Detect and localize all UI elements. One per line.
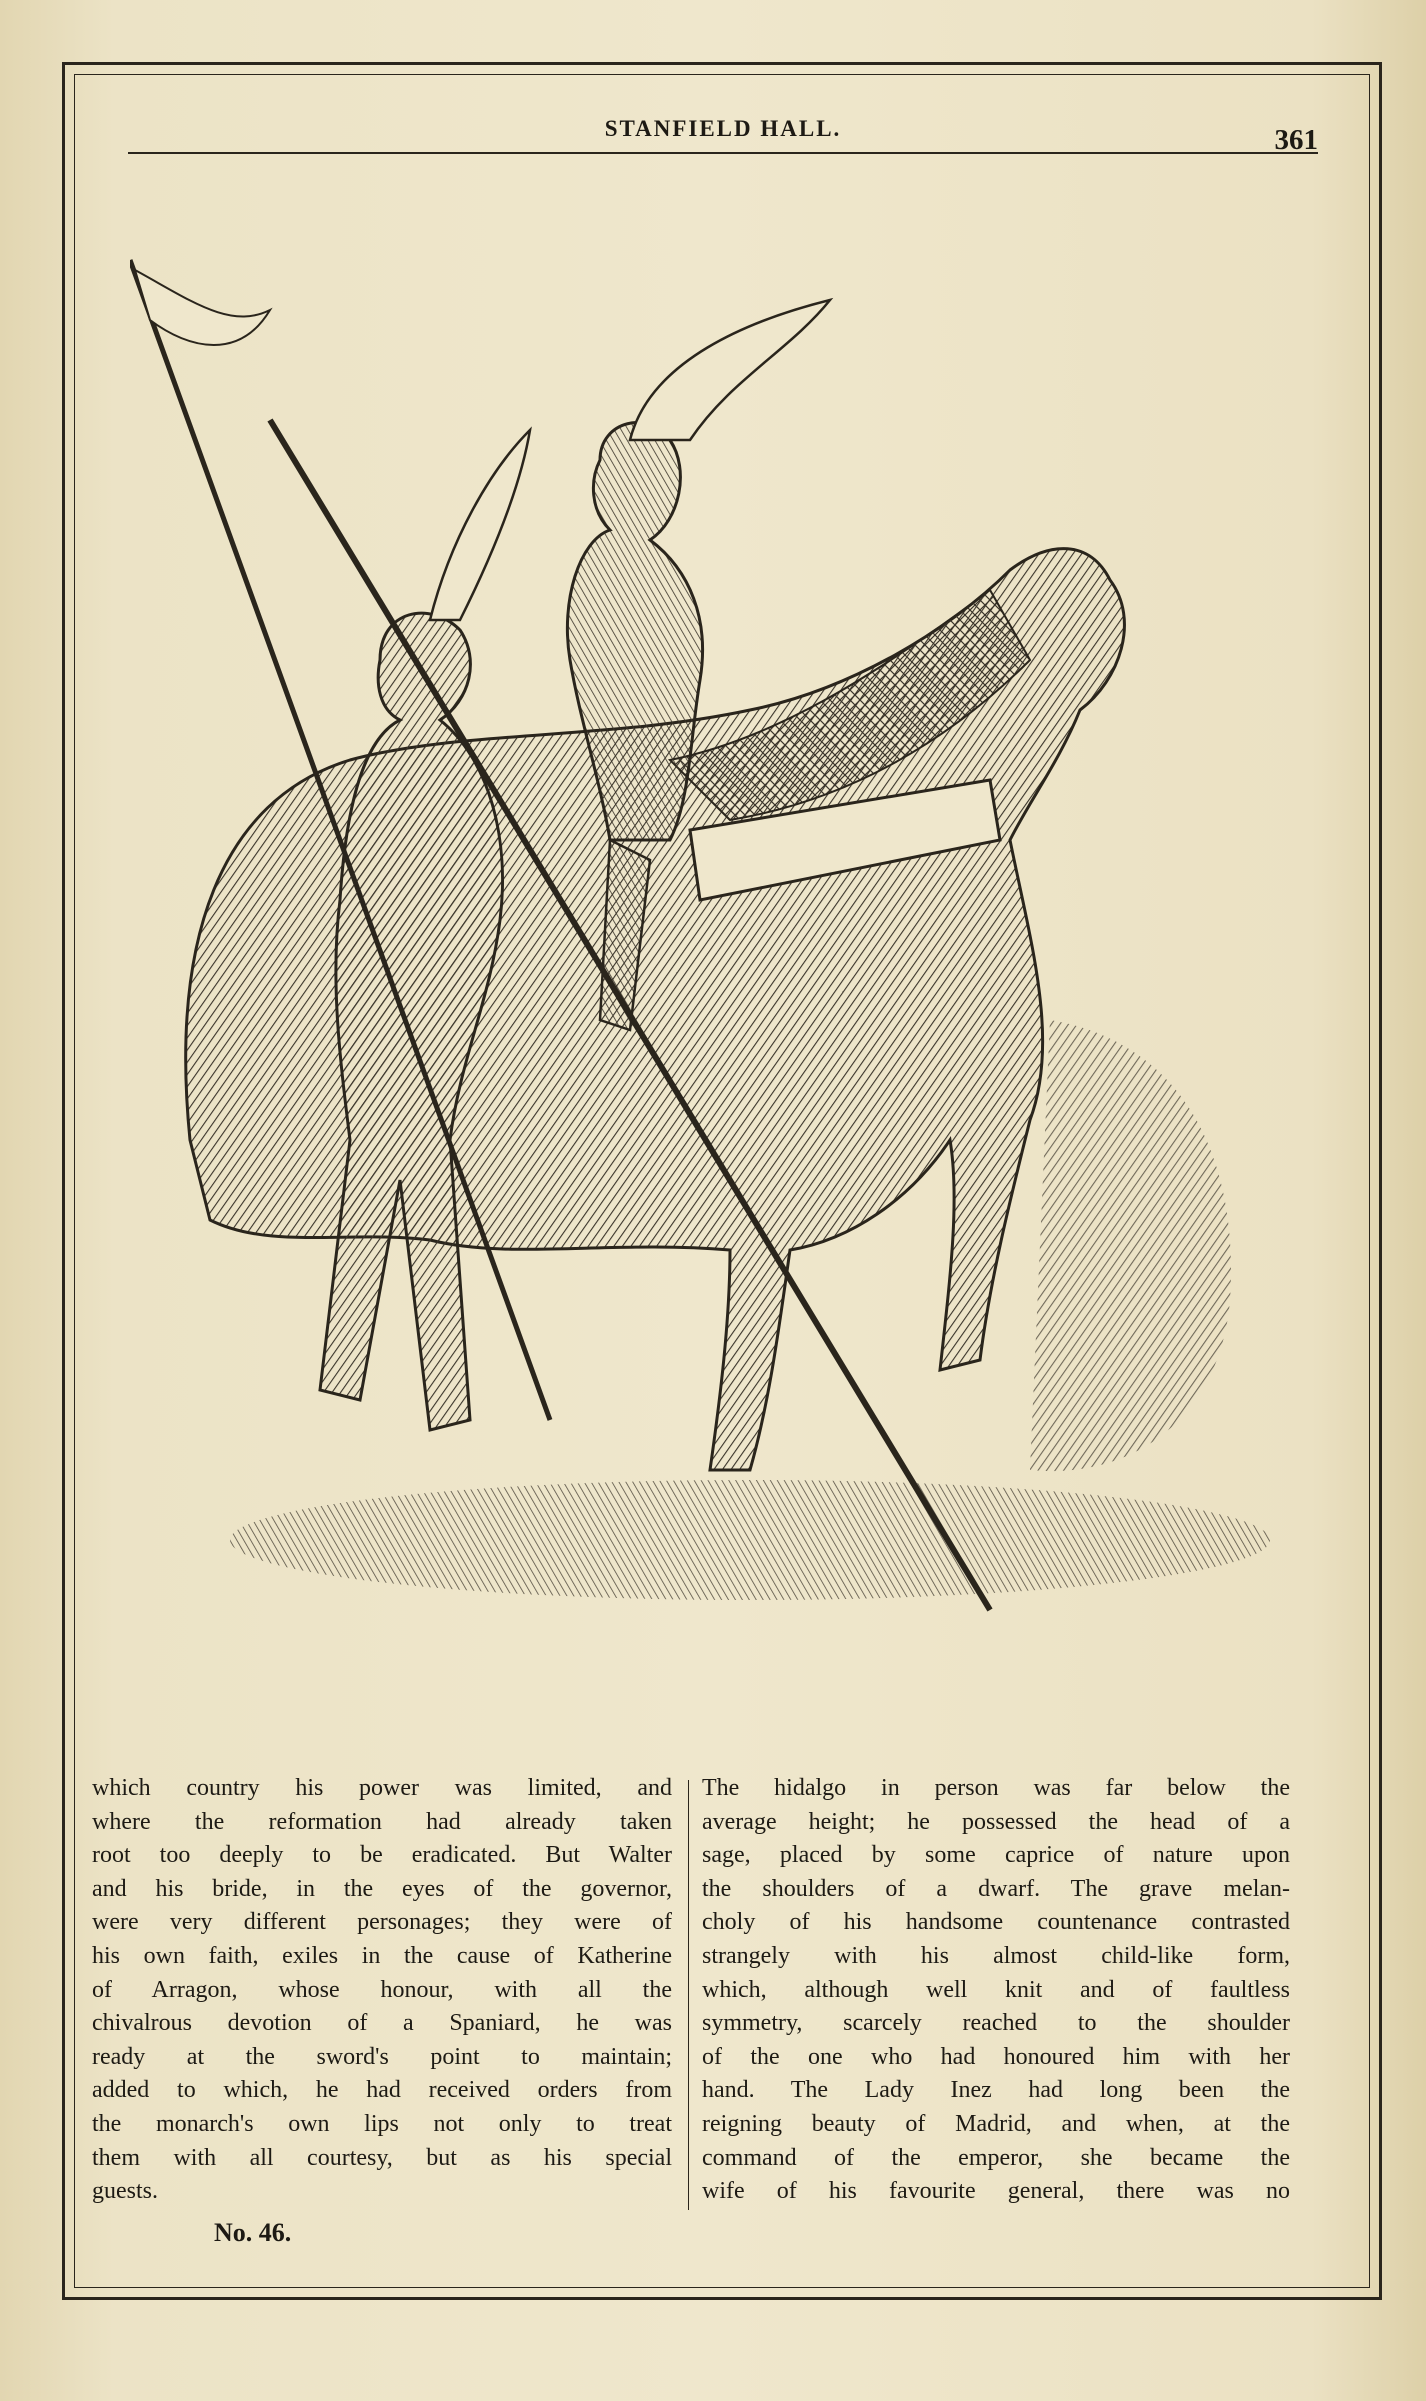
running-header bbox=[128, 112, 1318, 154]
text-line: the shoulders of a dwarf. The grave melan- bbox=[702, 1875, 1290, 1902]
text-line: of the one who had honoured him with her bbox=[702, 2043, 1290, 2070]
text-line: wife of his favourite general, there was no bbox=[702, 2178, 1290, 2205]
text-line: sage, placed by some caprice of nature upon bbox=[702, 1842, 1290, 1869]
text-line: guests. bbox=[92, 2178, 158, 2205]
text-line: symmetry, scarcely reached to the shoulder bbox=[702, 2010, 1290, 2037]
text-line: which country his power was limited, and bbox=[92, 1775, 672, 1801]
page-number: 361 bbox=[1274, 124, 1318, 156]
running-title: STANFIELD HALL. bbox=[604, 116, 842, 141]
text-line: them with all courtesy, but as his special bbox=[92, 2144, 672, 2171]
text-column-right bbox=[702, 1772, 1290, 2212]
text-column-left bbox=[92, 1772, 672, 2212]
column-divider bbox=[688, 1780, 689, 2210]
text-line: which, although well knit and of faultless bbox=[702, 1976, 1290, 2003]
text-line: chivalrous devotion of a Spaniard, he was bbox=[92, 2010, 672, 2037]
text-line: choly of his handsome countenance contrasted bbox=[702, 1909, 1290, 1936]
text-line: average height; he possessed the head of a bbox=[702, 1808, 1290, 1835]
text-line: his own faith, exiles in the cause of Katherine bbox=[92, 1942, 672, 1969]
text-line: were very different personages; they were of bbox=[92, 1909, 672, 1936]
text-line: the monarch's own lips not only to treat bbox=[92, 2110, 672, 2137]
text-line: strangely with his almost child-like form, bbox=[702, 1942, 1290, 1969]
text-line: and his bride, in the eyes of the governor, bbox=[92, 1875, 672, 1902]
text-line: reigning beauty of Madrid, and when, at the bbox=[702, 2110, 1290, 2137]
text-line: ready at the sword's point to maintain; bbox=[92, 2043, 672, 2070]
text-line: where the reformation had already taken bbox=[92, 1808, 672, 1835]
issue-number: No. 46. bbox=[214, 2218, 292, 2247]
mounted-knight-with-squire-icon bbox=[130, 240, 1270, 1660]
text-line: root too deeply to be eradicated. But Walter bbox=[92, 1842, 672, 1869]
text-line: The hidalgo in person was far below the bbox=[702, 1775, 1290, 1801]
text-line: command of the emperor, she became the bbox=[702, 2144, 1290, 2171]
text-line: of Arragon, whose honour, with all the bbox=[92, 1976, 672, 2003]
text-line: added to which, he had received orders from bbox=[92, 2077, 672, 2104]
text-line: hand. The Lady Inez had long been the bbox=[702, 2077, 1290, 2104]
